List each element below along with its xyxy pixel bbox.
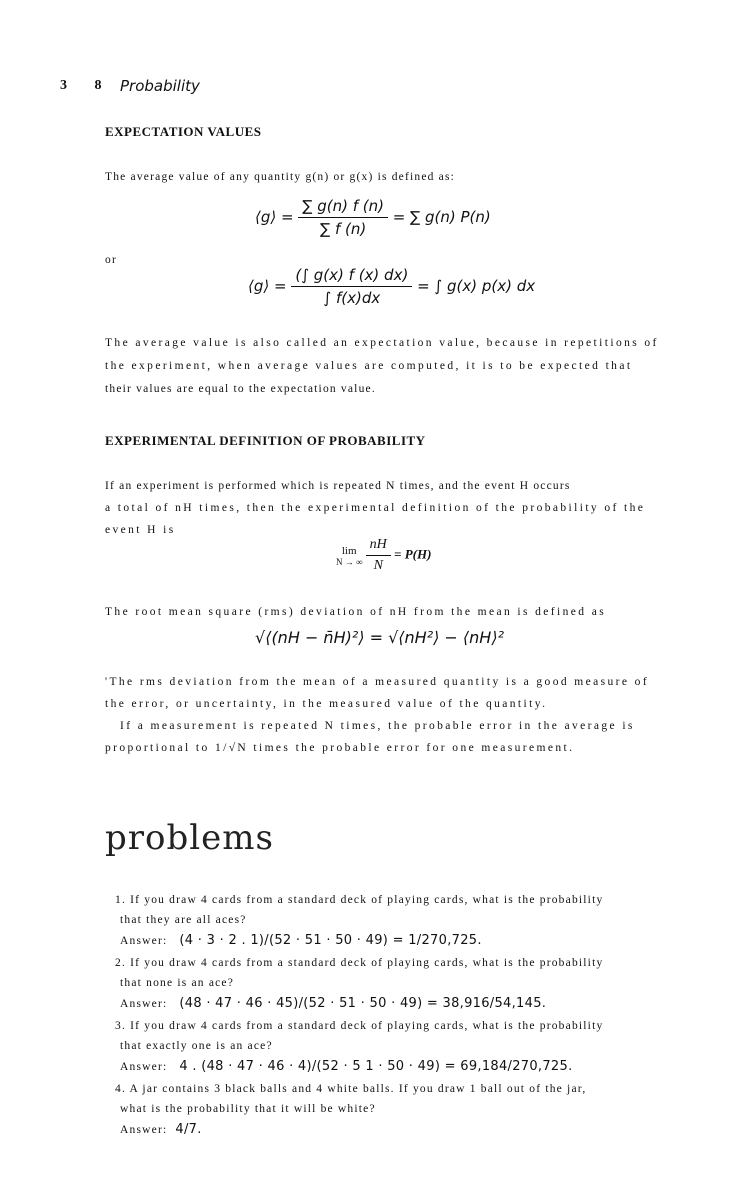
answer-label: Answer:	[120, 1061, 168, 1073]
answer-label: Answer:	[120, 1124, 168, 1136]
expectation-intro: The average value of any quantity g(n) or g(x) is defined as:	[105, 171, 456, 183]
problem-list	[115, 890, 715, 1140]
limit-operator	[336, 545, 362, 567]
limit-fraction	[366, 537, 391, 574]
problem-number: 4.	[115, 1083, 127, 1095]
problem-question-cont: that they are all aces?	[120, 914, 247, 926]
problem-question: If you draw 4 cards from a standard deck of playing cards, what is the probability	[130, 1020, 604, 1032]
limit-subscript: N → ∞	[336, 556, 363, 567]
expectation-para-line1: The average value is also called an expectation value, because in repetitions of	[105, 337, 659, 349]
equation-discrete	[255, 197, 491, 238]
problem-question-cont: what is the probability that it will be white?	[120, 1103, 376, 1115]
eq2-lhs: ⟨g⟩ =	[248, 277, 287, 295]
or-word: or	[105, 254, 117, 266]
rms-para-line2: the error, or uncertainty, in the measured value of the quantity.	[105, 698, 548, 710]
definition-line1: If an experiment is performed which is repeated N times, and the event H occurs	[105, 480, 571, 492]
section-heading-probability: EXPERIMENTAL DEFINITION OF PROBABILITY	[105, 433, 426, 448]
eq1-lhs: ⟨g⟩ =	[255, 208, 294, 226]
problem-number: 1.	[115, 894, 127, 906]
problem-item	[115, 953, 715, 1014]
limit-equation	[336, 537, 431, 574]
problems-heading: problems	[105, 818, 274, 858]
rms-para-line4: proportional to 1/√N times the probable error for one measurement.	[105, 742, 575, 754]
limit-denominator: N	[373, 558, 383, 573]
definition-line2: a total of nH times, then the experimental definition of the probability of the	[105, 502, 646, 514]
rms-para-line1: 'The rms deviation from the mean of a measured quantity is a good measure of	[105, 676, 650, 688]
answer-value: (48 · 47 · 46 · 45)/(52 · 51 · 50 · 49) = 38,916/54,145.	[179, 996, 547, 1011]
eq1-rhs: = ∑ g(n) P(n)	[392, 208, 491, 226]
problem-number: 3.	[115, 1020, 127, 1032]
eq2-denominator: ∫ f(x)dx	[323, 289, 381, 307]
problem-question: If you draw 4 cards from a standard deck of playing cards, what is the probability	[130, 894, 604, 906]
problem-item	[115, 890, 715, 951]
eq1-numerator: ∑ g(n) f (n)	[298, 197, 388, 218]
problem-question-cont: that none is an ace?	[120, 977, 235, 989]
problem-item	[115, 1079, 715, 1140]
limit-rhs: = P(H)	[394, 546, 432, 562]
page-number: 3 8	[60, 78, 114, 93]
eq2-rhs: = ∫ g(x) p(x) dx	[417, 277, 536, 295]
answer-label: Answer:	[120, 935, 168, 947]
rms-equation: √⟨(nH − n̄H)²⟩ = √⟨nH²⟩ − ⟨nH⟩²	[255, 628, 504, 647]
problem-question: If you draw 4 cards from a standard deck of playing cards, what is the probability	[130, 957, 604, 969]
answer-label: Answer:	[120, 998, 168, 1010]
problem-question: A jar contains 3 black balls and 4 white balls. If you draw 1 ball out of the jar,	[129, 1083, 587, 1095]
eq1-denominator: ∑ f (n)	[320, 220, 367, 238]
rms-intro: The root mean square (rms) deviation of nH from the mean is defined as	[105, 606, 607, 618]
limit-label: lim	[341, 544, 357, 557]
rms-para-line3: If a measurement is repeated N times, the probable error in the average is	[120, 720, 635, 732]
eq1-fraction	[298, 197, 388, 238]
problem-number: 2.	[115, 957, 127, 969]
equation-continuous	[248, 266, 535, 307]
problem-question-cont: that exactly one is an ace?	[120, 1040, 273, 1052]
running-title: Probability	[120, 77, 200, 95]
definition-line3: event H is	[105, 524, 176, 536]
limit-numerator: nH	[366, 537, 391, 556]
answer-value: (4 · 3 · 2 . 1)/(52 · 51 · 50 · 49) = 1/270,725.	[179, 933, 482, 948]
problem-item	[115, 1016, 715, 1077]
eq2-fraction	[291, 266, 412, 307]
answer-value: 4 . (48 · 47 · 46 · 4)/(52 · 5 1 · 50 · 49) = 69,184/270,725.	[179, 1059, 573, 1074]
section-heading-expectation: EXPECTATION VALUES	[105, 124, 262, 139]
answer-value: 4/7.	[175, 1122, 202, 1137]
eq2-numerator: (∫ g(x) f (x) dx)	[291, 266, 412, 287]
expectation-para-line2: the experiment, when average values are computed, it is to be expected that	[105, 360, 633, 372]
expectation-para-line3: their values are equal to the expectation value.	[105, 383, 376, 395]
